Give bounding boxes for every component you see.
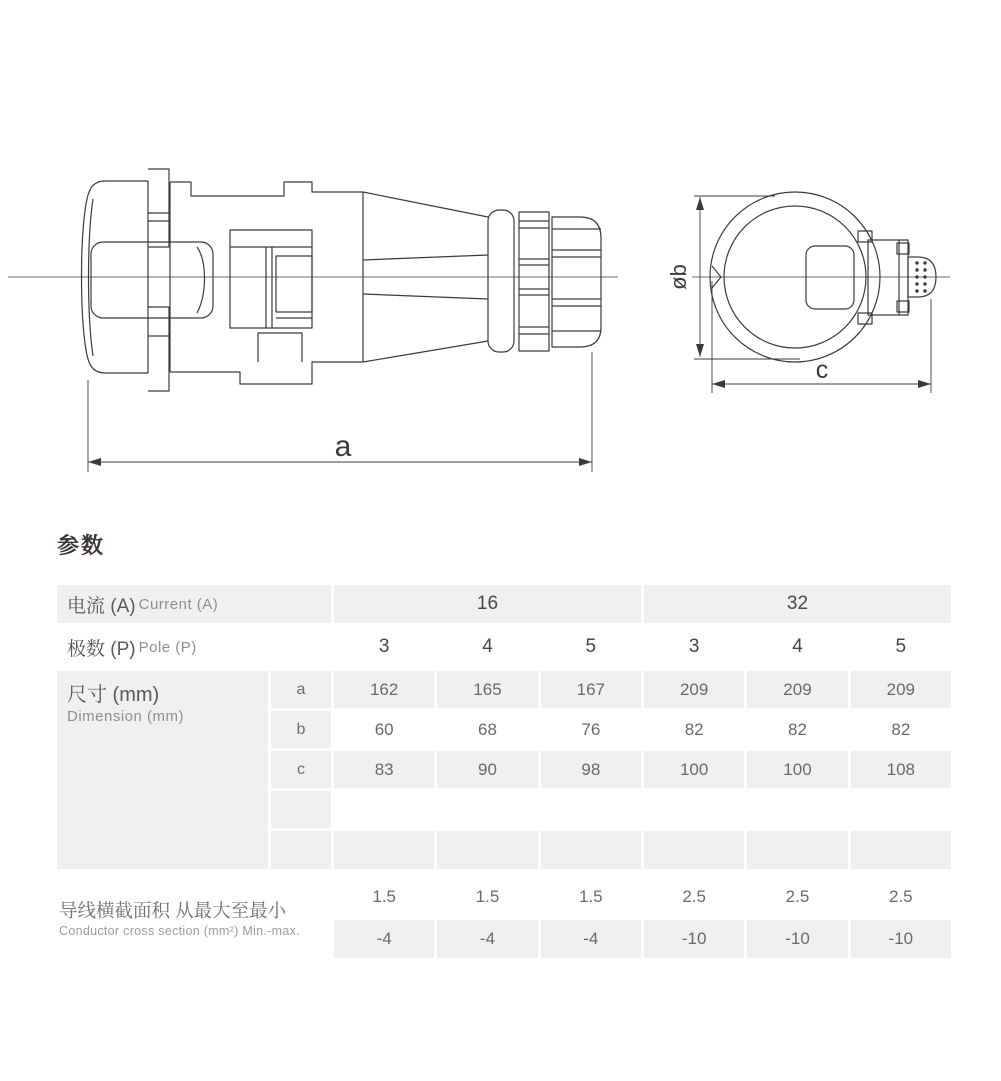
plug-flange — [148, 169, 169, 391]
face-latch — [868, 240, 936, 315]
dim-a-value: 162 — [334, 671, 434, 708]
dim-b-value: 68 — [478, 719, 497, 739]
pole-value: 5 — [895, 636, 907, 657]
section-title: 参数 — [57, 533, 106, 558]
dim-b-value: 82 — [788, 719, 807, 739]
dim-c-value: 83 — [334, 751, 434, 788]
dim-a-value: 209 — [851, 671, 951, 708]
pole-value: 5 — [585, 636, 597, 657]
conductor-min-value: -4 — [541, 920, 641, 958]
dimension-a — [88, 352, 592, 472]
pole-value: 3 — [378, 636, 390, 657]
plug-gland-nut — [519, 212, 549, 351]
conductor-max-value: 2.5 — [682, 887, 706, 906]
technical-drawing — [0, 0, 1001, 510]
dim-b-value: 60 — [374, 719, 394, 739]
conductor-max-value: 2.5 — [889, 887, 913, 906]
conductor-max-value: 1.5 — [579, 887, 603, 906]
dim-c-value: 100 — [747, 751, 847, 788]
empty-cell — [644, 831, 744, 869]
dimension-label-en: Dimension (mm) — [67, 708, 185, 725]
dimension-c-label: c — [815, 356, 829, 384]
plug-latch-detail — [230, 230, 312, 328]
dimension-b-label: øb — [666, 264, 691, 290]
dimension-row-label — [57, 671, 268, 869]
empty-cell — [437, 831, 537, 869]
dim-key-empty — [271, 831, 331, 869]
dim-c-value: 90 — [437, 751, 537, 788]
current-group-32: 32 — [644, 585, 951, 623]
pole-row-label — [57, 626, 331, 668]
dim-key-b: b — [271, 711, 331, 748]
dim-key-empty — [271, 791, 331, 828]
side-view-drawing — [8, 169, 618, 472]
dim-b-value: 76 — [581, 719, 601, 739]
conductor-label-zh: 导线横截面积 从最大至最小 — [59, 900, 287, 921]
conductor-row-label — [57, 877, 331, 958]
face-keyway-square — [806, 246, 854, 309]
empty-cell — [334, 831, 434, 869]
dimension-c — [712, 281, 931, 393]
conductor-min-value: -4 — [334, 920, 434, 958]
dim-key-c: c — [271, 751, 331, 788]
conductor-label-en: Conductor cross section (mm²) Min.-max. — [59, 924, 300, 938]
current-row-label — [57, 585, 331, 623]
dim-a-value: 167 — [541, 671, 641, 708]
conductor-max-value: 1.5 — [372, 887, 396, 906]
dimension-a-label: a — [334, 430, 352, 463]
pole-label-zh: 极数 (P) — [67, 638, 136, 660]
empty-cell — [541, 831, 641, 869]
dim-a-value: 209 — [644, 671, 744, 708]
pole-value: 3 — [688, 636, 700, 657]
conductor-min-value: -10 — [851, 920, 951, 958]
current-group-16: 16 — [334, 585, 641, 623]
parameters-table — [57, 585, 951, 958]
pole-value: 4 — [482, 636, 493, 657]
empty-cell — [851, 831, 951, 869]
dim-key-a: a — [271, 671, 331, 708]
dim-b-value: 82 — [891, 719, 911, 739]
current-label-en: Current (A) — [138, 595, 219, 613]
conductor-max-value: 1.5 — [475, 887, 500, 906]
dim-a-value: 165 — [437, 671, 537, 708]
pole-value: 4 — [792, 636, 803, 657]
dim-c-value: 108 — [851, 751, 951, 788]
dim-b-value: 82 — [684, 719, 704, 739]
dim-c-value: 100 — [644, 751, 744, 788]
conductor-min-value: -4 — [437, 920, 537, 958]
dimension-label-zh: 尺寸 (mm) — [67, 684, 160, 706]
conductor-min-value: -10 — [644, 920, 744, 958]
conductor-max-value: 2.5 — [785, 887, 810, 906]
conductor-min-value: -10 — [747, 920, 847, 958]
plug-cable-gland — [552, 217, 601, 347]
dim-a-value: 209 — [747, 671, 847, 708]
plug-collar — [488, 210, 514, 352]
front-view-drawing — [666, 192, 950, 393]
current-label-zh: 电流 (A) — [67, 595, 136, 617]
empty-cell — [747, 831, 847, 869]
dim-c-value: 98 — [541, 751, 641, 788]
pole-label-en: Pole (P) — [138, 638, 197, 656]
